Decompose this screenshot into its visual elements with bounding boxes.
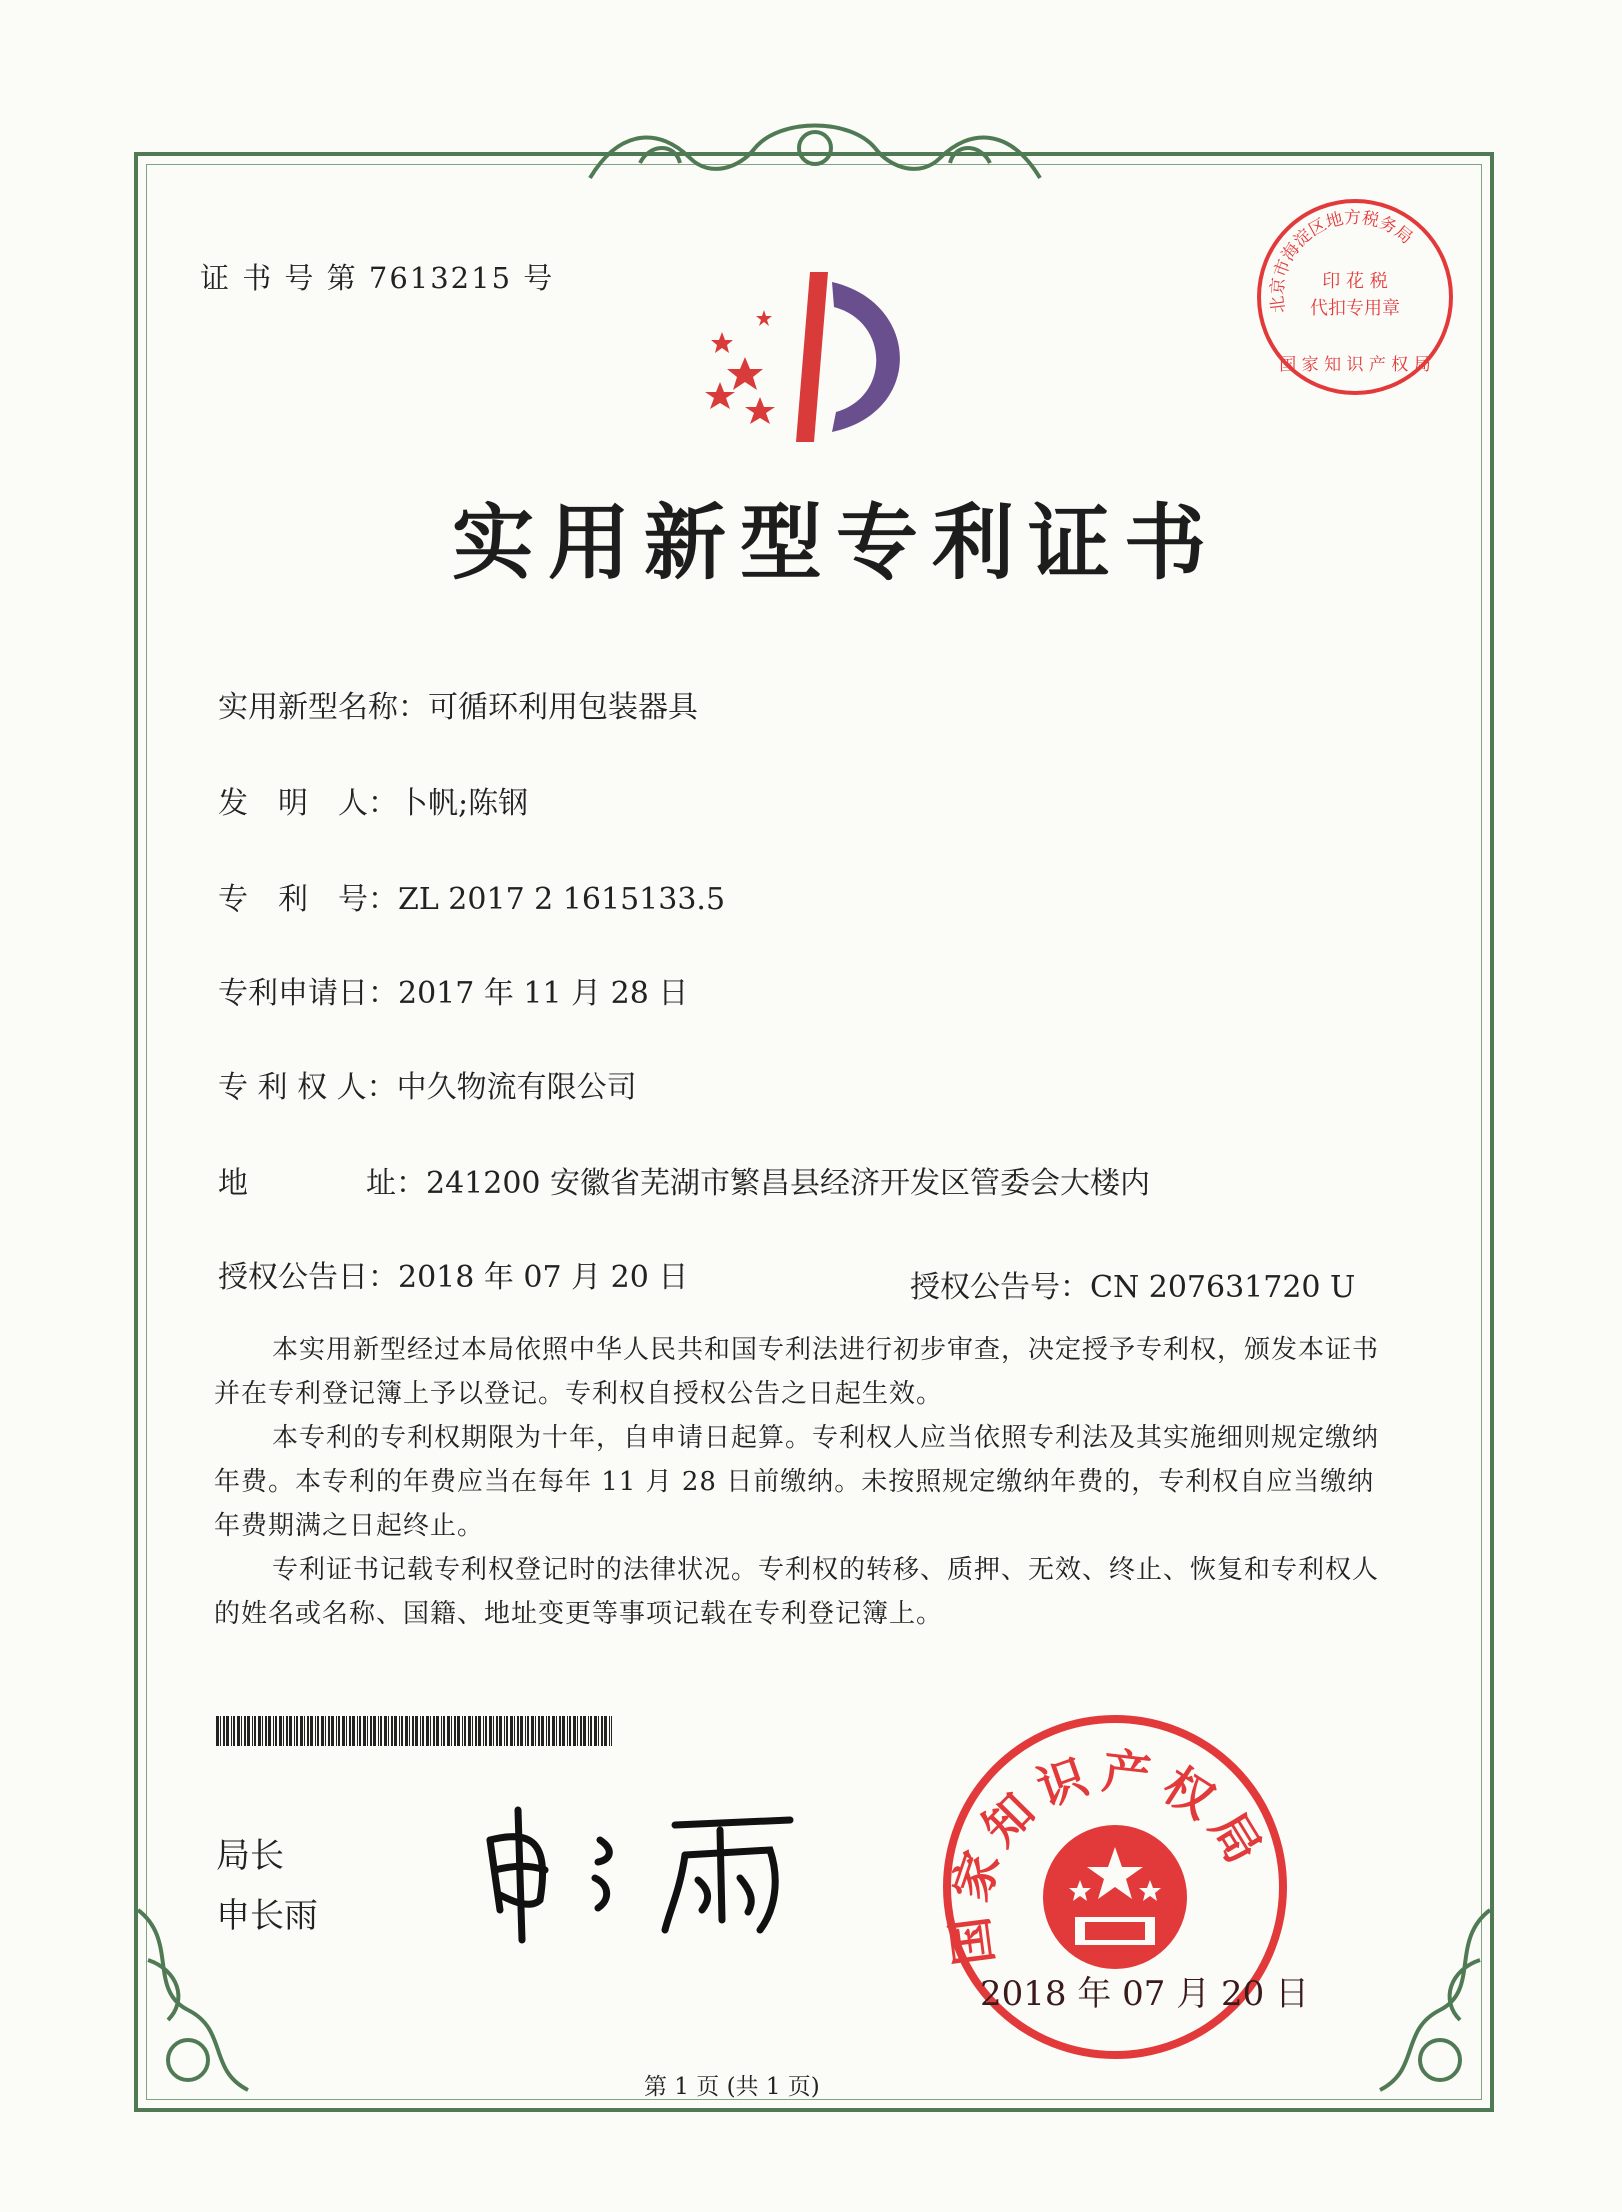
patent-office-logo-icon [690, 262, 940, 452]
barcode-bar [380, 1716, 382, 1746]
barcode-bar [594, 1716, 597, 1746]
barcode-bar [426, 1716, 429, 1746]
barcode-bar [296, 1716, 298, 1746]
barcode-bar [226, 1716, 229, 1746]
field-value: 卜帆;陈钢 [398, 786, 529, 821]
barcode-bar [504, 1716, 505, 1746]
svg-text:北京市海淀区地方税务局: 北京市海淀区地方税务局 [1267, 207, 1417, 315]
field-model-name [218, 682, 698, 726]
barcode-bar [346, 1716, 347, 1746]
barcode-bar [338, 1716, 340, 1746]
barcode-bar [286, 1716, 288, 1746]
barcode-bar [569, 1716, 571, 1746]
field-value: 中久物流有限公司 [396, 1070, 637, 1105]
svg-text:印 花 税: 印 花 税 [1322, 271, 1388, 292]
barcode-bar [247, 1716, 250, 1746]
barcode-bar [422, 1716, 424, 1746]
barcode-bar [493, 1716, 494, 1746]
field-filing-date [218, 968, 688, 1012]
barcode-bar [580, 1716, 582, 1746]
field-label: 授权公告号： [910, 1270, 1090, 1305]
certificate-title: 实用新型专利证书 [452, 495, 1221, 591]
field-label: 专 利 权 人： [218, 1070, 397, 1105]
barcode-bar [317, 1716, 319, 1746]
barcode-bar [279, 1716, 282, 1746]
barcode-bar [388, 1716, 389, 1746]
barcode-bar [541, 1716, 544, 1746]
barcode-bar [447, 1716, 450, 1746]
barcode-bar [468, 1716, 471, 1746]
barcode-bar [349, 1716, 351, 1746]
barcode-bar [430, 1716, 431, 1746]
barcode-bar [363, 1716, 366, 1746]
barcode-bar [315, 1716, 316, 1746]
barcode-bar [237, 1716, 240, 1746]
barcode-bar [464, 1716, 466, 1746]
barcode-bar [514, 1716, 515, 1746]
barcode-bar [485, 1716, 487, 1746]
field-label: 地 [218, 1166, 248, 1201]
barcode-bar [268, 1716, 271, 1746]
field-announce-number [910, 1262, 1355, 1306]
barcode-bar [258, 1716, 261, 1746]
barcode-bar [457, 1716, 460, 1746]
field-label: 发 明 人： [218, 786, 398, 821]
field-value: CN 207631720 U [1090, 1270, 1356, 1305]
barcode-bar [405, 1716, 408, 1746]
barcode-bar [489, 1716, 492, 1746]
top-ornament-icon [580, 108, 1050, 198]
barcode-bar [220, 1716, 221, 1746]
barcode-bar [262, 1716, 263, 1746]
field-value: ZL 2017 2 1615133.5 [398, 882, 726, 917]
director-name: 申长雨 [216, 1896, 318, 1936]
field-label: 专利申请日： [218, 976, 398, 1011]
barcode-bar [472, 1716, 473, 1746]
barcode-bar [583, 1716, 586, 1746]
barcode-bar [399, 1716, 400, 1746]
barcode-bar [370, 1716, 372, 1746]
field-value: 可循环利用包装器具 [428, 690, 698, 725]
barcode-bar [391, 1716, 393, 1746]
barcode-bar [252, 1716, 253, 1746]
barcode-bar [483, 1716, 484, 1746]
seal-date: 2018 年 07 月 20 日 [980, 1974, 1310, 2014]
barcode-bar [609, 1716, 610, 1746]
barcode-bar [496, 1716, 498, 1746]
stamp-tax-seal [1250, 192, 1460, 402]
barcode-bar [506, 1716, 508, 1746]
barcode-bar [601, 1716, 603, 1746]
barcode-bar [604, 1716, 607, 1746]
barcode-bar [559, 1716, 561, 1746]
field-value: 241200 安徽省芜湖市繁昌县经济开发区管委会大楼内 [426, 1166, 1151, 1201]
barcode-bar [233, 1716, 235, 1746]
barcode-bar [436, 1716, 439, 1746]
seal-text: 国家知识产权局 [940, 1743, 1277, 1969]
barcode-bar [394, 1716, 397, 1746]
barcode-bar [454, 1716, 456, 1746]
svg-text:国 家 知 识 产 权 局: 国 家 知 识 产 权 局 [1279, 355, 1431, 375]
barcode-bar [538, 1716, 540, 1746]
barcode-bar [499, 1716, 502, 1746]
field-patent-number [218, 874, 725, 918]
field-label: 授权公告日： [218, 1260, 398, 1295]
bottom-right-ornament-icon [1360, 1900, 1510, 2110]
barcode-bar [556, 1716, 557, 1746]
page-number: 第 1 页 (共 1 页) [644, 2074, 820, 2100]
barcode-bar [300, 1716, 303, 1746]
barcode-bar [331, 1716, 334, 1746]
barcode-bar [590, 1716, 592, 1746]
barcode-bar [552, 1716, 555, 1746]
barcode-bar [409, 1716, 410, 1746]
barcode-bar [231, 1716, 232, 1746]
director-title: 局长 [216, 1836, 284, 1876]
barcode-bar [244, 1716, 246, 1746]
field-patentee [218, 1062, 637, 1106]
field-inventor [218, 778, 528, 822]
barcode-bar [527, 1716, 529, 1746]
barcode-bar [567, 1716, 568, 1746]
barcode-bar [265, 1716, 267, 1746]
barcode-bar [441, 1716, 442, 1746]
barcode-bar [289, 1716, 292, 1746]
barcode-bar [548, 1716, 550, 1746]
barcode-bar [367, 1716, 368, 1746]
field-label: 实用新型名称： [218, 690, 428, 725]
barcode-bar [275, 1716, 277, 1746]
barcode-bar [517, 1716, 519, 1746]
barcode-bar [304, 1716, 305, 1746]
barcode-bar [598, 1716, 599, 1746]
barcode-bar [415, 1716, 418, 1746]
barcode-bar [216, 1716, 219, 1746]
field-announce-date [218, 1252, 688, 1296]
barcode-bar [336, 1716, 337, 1746]
barcode-bar [401, 1716, 403, 1746]
barcode-bar [378, 1716, 379, 1746]
barcode-bar [283, 1716, 284, 1746]
barcode-bar [451, 1716, 452, 1746]
paragraph: 本实用新型经过本局依照中华人民共和国专利法进行初步审查，决定授予专利权，颁发本证书并在专利登记簿上予以登记。专利权自授权公告之日起生效。 [214, 1335, 1380, 1409]
barcode-bar [307, 1716, 309, 1746]
barcode-bar [420, 1716, 421, 1746]
barcode-bar [294, 1716, 295, 1746]
barcode-bar [357, 1716, 358, 1746]
barcode-bar [588, 1716, 589, 1746]
barcode-bar [475, 1716, 477, 1746]
barcode-bar [531, 1716, 534, 1746]
barcode [216, 1716, 612, 1746]
barcode-bar [373, 1716, 376, 1746]
barcode-bar [443, 1716, 445, 1746]
director-signature [470, 1800, 810, 1950]
barcode-bar [412, 1716, 414, 1746]
barcode-bar [520, 1716, 523, 1746]
field-label: 专 利 号： [218, 882, 398, 917]
paragraph: 专利证书记载专利权登记时的法律状况。专利权的转移、质押、无效、终止、恢复和专利权人的姓名或名称、国籍、地址变更等事项记载在专利登记簿上。 [214, 1555, 1380, 1629]
barcode-bar [433, 1716, 435, 1746]
barcode-bar [562, 1716, 565, 1746]
barcode-bar [573, 1716, 576, 1746]
barcode-bar [546, 1716, 547, 1746]
barcode-bar [384, 1716, 387, 1746]
barcode-bar [321, 1716, 324, 1746]
barcode-bar [254, 1716, 256, 1746]
barcode-bar [310, 1716, 313, 1746]
barcode-bar [352, 1716, 355, 1746]
barcode-bar [241, 1716, 242, 1746]
barcode-bar [535, 1716, 536, 1746]
barcode-bar [577, 1716, 578, 1746]
barcode-bar [325, 1716, 326, 1746]
barcode-bar [525, 1716, 526, 1746]
barcode-bar [510, 1716, 513, 1746]
barcode-bar [611, 1716, 612, 1746]
barcode-bar [273, 1716, 274, 1746]
barcode-bar [462, 1716, 463, 1746]
barcode-bar [223, 1716, 225, 1746]
barcode-bar [342, 1716, 345, 1746]
barcode-bar [359, 1716, 361, 1746]
field-value: 2017 年 11 月 28 日 [398, 976, 689, 1011]
paragraph: 本专利的专利权期限为十年，自申请日起算。专利权人应当依照专利法及其实施细则规定缴纳年费。本专利的年费应当在每年 11 月 28 日前缴纳。未按照规定缴纳年费的，专利权自应当缴纳年费期满之日起终止。 [214, 1423, 1380, 1541]
field-address [218, 1158, 1150, 1202]
certificate-number: 证 书 号 第 7613215 号 [200, 261, 555, 295]
field-label: 址： [366, 1166, 426, 1201]
field-value: 2018 年 07 月 20 日 [398, 1260, 689, 1295]
svg-text:代扣专用章: 代扣专用章 [1310, 298, 1400, 319]
body-text [214, 1328, 1394, 1636]
barcode-bar [328, 1716, 330, 1746]
barcode-bar [478, 1716, 481, 1746]
